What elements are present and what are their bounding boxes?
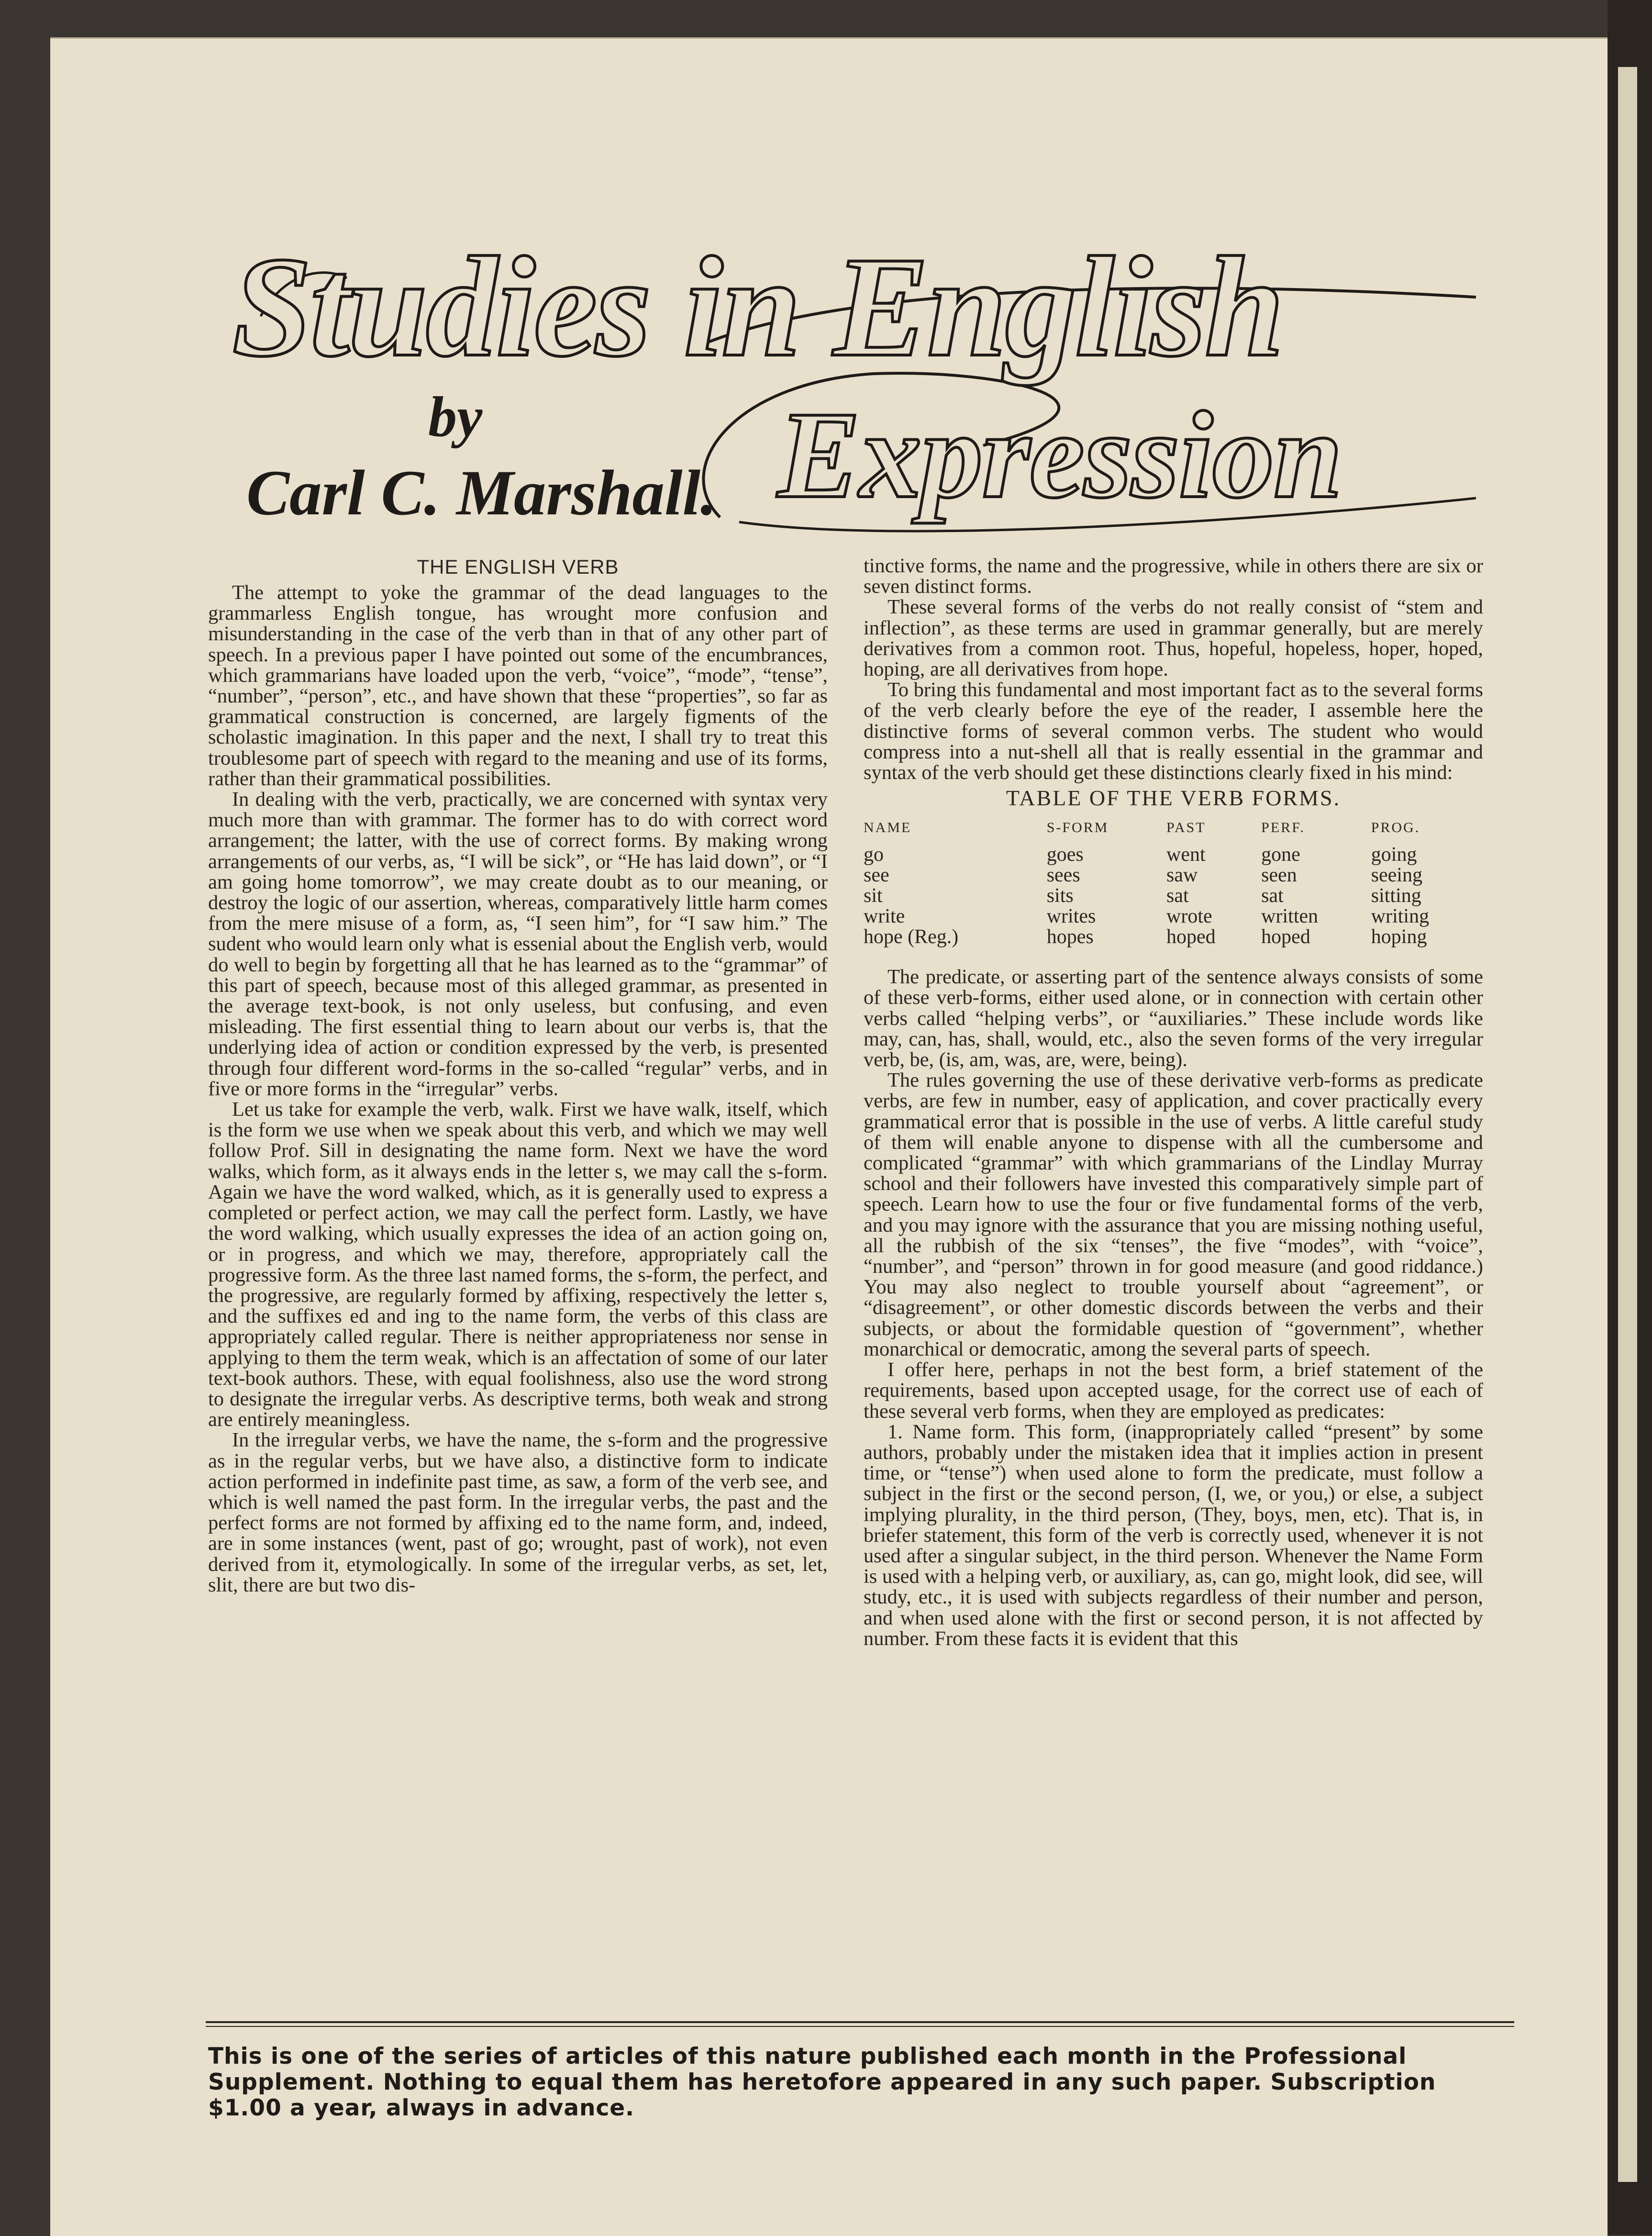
table-row xyxy=(864,845,1483,865)
footer-rule-thick xyxy=(206,2021,1514,2023)
table-cell: written xyxy=(1261,905,1319,928)
verb-forms-table-block xyxy=(864,786,1483,947)
table-cell: hoping xyxy=(1371,926,1427,948)
table-cell: sat xyxy=(1166,885,1189,907)
paragraph: The predicate, or asserting part of the sentence always consists of some of these verb-forms, either used alone, or in connection with certain other verbs called “helping verbs”, or “auxiliaries.” These include words like may, can, has, shall, would, etc., also the seven forms of the very irregular verb, be, (is, am, was, are, were, being). xyxy=(864,966,1483,1071)
paragraph: The attempt to yoke the grammar of the dead languages to the grammarless English tongue, has wrought more confusion and misunderstanding in the case of the verb than in that of any other part of speech. In a previous paper I have pointed out some of the encumbrances, which grammarians have loaded upon the verb, “voice”, “mode”, “tense”, “number”, “person”, etc., and have shown that these “properties”, so far as grammatical construction is concerned, are largely figments of the scholastic imagination. In this paper and the next, I shall try to treat this troublesome part of speech with regard to the meaning and use of its forms, rather than their grammatical possibilities. xyxy=(208,581,828,790)
table-row xyxy=(864,886,1483,906)
table-cell: writing xyxy=(1371,905,1430,928)
magazine-page xyxy=(50,37,1608,2236)
table-cell: sat xyxy=(1261,885,1284,907)
right-column xyxy=(864,556,1483,1649)
footer-line: Supplement. Nothing to equal them has heretofore appeared in any such paper. Subscription xyxy=(208,2069,1436,2095)
column-header: S-FORM xyxy=(1046,820,1109,836)
column-header: PERF. xyxy=(1261,820,1305,836)
paragraph: Let us take for example the verb, walk. First we have walk, itself, which is the form we use when we speak about this verb, and which we may well follow Prof. Sill in designating the name form. Next we have the word walks, which form, as it always ends in the letter s, we may call the s-form. Again we have the word walked, which, as it is generally used to express a completed or perfect action, we may call the perfect form. Lastly, we have the word walking, which usually expresses the idea of an action going on, or in progress, and which we may, therefore, appropriately call the progressive form. As the three last named forms, the s-form, the perfect, and the progressive, are regularly formed by affixing, respectively the letter s, and the suffixes ed and ing to the name form, the verbs of this class are appropriately called regular. There is neither appropriateness nor sense in applying to them the term weak, which is an affectation of some of our later text-book authors. These, with equal foolishness, also use the word strong to designate the irregular verbs. As descriptive terms, both weak and strong are entirely meaningless. xyxy=(208,1098,828,1431)
column-header: PAST xyxy=(1166,820,1206,836)
column-header: NAME xyxy=(864,820,912,836)
table-row xyxy=(864,865,1483,886)
adjacent-page-sliver xyxy=(1618,67,1637,2182)
table-cell: hoped xyxy=(1166,926,1216,948)
table-cell: see xyxy=(864,864,889,887)
byline-by: by xyxy=(428,385,483,448)
author-name: Carl C. Marshall. xyxy=(246,457,717,529)
masthead-title-line1: Studies in English xyxy=(232,227,1283,386)
paragraph: I offer here, perhaps in not the best form, a brief statement of the requirements, based upon accepted usage, for the correct use of each of these several verb forms, when they are employed as predicates: xyxy=(864,1358,1483,1423)
paragraph: To bring this fundamental and most important fact as to the several forms of the verb clearly before the eye of the reader, I assemble here the distinctive forms of several common verbs. The student who would compress into a nut-shell all that is really essential in the grammar and syntax of the verb should get these distinctions clearly fixed in his mind: xyxy=(864,679,1483,784)
table-cell: sitting xyxy=(1371,885,1421,907)
table-row xyxy=(864,927,1483,947)
table-cell: saw xyxy=(1166,864,1198,887)
table-cell: gone xyxy=(1261,844,1300,866)
section-heading: THE ENGLISH VERB xyxy=(417,556,619,578)
subscription-notice xyxy=(208,2044,1517,2121)
paragraph: The rules governing the use of these derivative verb-forms as predicate verbs, are few in number, easy of application, and cover practically every grammatical error that is possible in the use of verbs. A little careful study of them will enable anyone to dispense with all the cumbersome and complicated “grammar” with which grammarians of the Lindlay Murray school and their followers have invested this comparatively simple part of speech. Learn how to use the four or five fundamental forms of the verb, and you may ignore with the assurance that you are missing nothing useful, all the rubbish of the six “tenses”, the five “modes”, with “voice”, “number”, and “person” thrown in for good measure (and good riddance.) You may also neglect to trouble yourself about “agreement”, or “disagreement”, or other domestic discords between the verbs and their subjects, or about the formidable question of “government”, whether monarchical or democratic, among the several parts of speech. xyxy=(864,1069,1483,1360)
table-cell: hoped xyxy=(1261,926,1310,948)
table-row xyxy=(864,906,1483,927)
verb-forms-table xyxy=(864,817,1483,947)
paragraph: These several forms of the verbs do not really consist of “stem and inflection”, as these terms are used in grammar generally, but are merely derivatives from a common root. Thus, hopeful, hopeless, hoper, hoped, hoping, are all derivatives from hope. xyxy=(864,596,1483,681)
table-cell: went xyxy=(1166,844,1206,866)
table-cell: sit xyxy=(864,885,883,907)
masthead-title-line2: Expression xyxy=(777,386,1342,524)
paragraph: In the irregular verbs, we have the name, the s-form and the progressive as in the regular verbs, but we have also, a distinctive form to indicate action performed in indefinite past time, as saw, a form of the verb see, and which is well named the past form. In the irregular verbs, the past and the perfect forms are not formed by affixing ed to the name form, and, indeed, are in some instances (went, past of go; wrought, past of work), not even derived from it, etymologically. In some of the irregular verbs, as set, let, slit, there are but two dis- xyxy=(208,1429,828,1596)
table-cell: go xyxy=(864,844,884,866)
table-cell: seeing xyxy=(1371,864,1423,887)
masthead xyxy=(50,39,1608,556)
table-cell: hopes xyxy=(1046,926,1094,948)
table-cell: wrote xyxy=(1166,905,1212,928)
paragraph: In dealing with the verb, practically, we are concerned with syntax very much more than with grammar. The former has to do with correct word arrangement; the latter, with the use of correct forms. By making wrong arrangements of our verbs, as, “I will be sick”, or “He has laid down”, or “I am going home tomorrow”, we may create doubt as to our meaning, or destroy the logic of our assertion, whereas, comparatively little harm comes from the mere misuse of a form, as, “I seen him”, for “I saw him.” The sudent who would learn only what is essenial about the English verb, would do well to begin by forgetting all that he has learned as to the “grammar” of this part of speech, because most of this alleged grammar, as presented in the average text-book, is not only useless, but confusing, and even misleading. The first essential thing to learn about our verbs is, that the underlying idea of action or condition expressed by the verb, is presented through four different word-forms in the so-called “regular” verbs, and in five or more forms in the “irregular” verbs. xyxy=(208,788,828,1100)
table-cell: write xyxy=(864,905,905,928)
paragraph: tinctive forms, the name and the progressive, while in others there are six or seven distinct forms. xyxy=(864,555,1483,598)
table-cell: goes xyxy=(1046,844,1084,866)
table-title: TABLE OF THE VERB FORMS. xyxy=(1006,786,1341,811)
footer-line: $1.00 a year, always in advance. xyxy=(208,2095,635,2121)
table-cell: hope (Reg.) xyxy=(864,926,959,948)
table-cell: sits xyxy=(1046,885,1074,907)
column-header: PROG. xyxy=(1371,820,1420,836)
table-cell: sees xyxy=(1046,864,1080,887)
footer-line: This is one of the series of articles of this nature published each month in the Professional xyxy=(208,2043,1407,2069)
paragraph: 1. Name form. This form, (inappropriately called “present” by some authors, probably under the mistaken idea that it implies action in present time, or “tense”) when used alone to form the predicate, must follow a subject in the first or the second person, (I, we, or you,) or else, a subject implying plurality, in the third person, (They, boys, men, etc). That is, in briefer statement, this form of the verb is correctly used, whenever it is not used after a singular subject, in the third person. Whenever the Name Form is used with a helping verb, or auxiliary, as, can go, might look, did see, will study, etc., it is used with subjects regardless of their number and person, and when used alone with the first or second person, it is not affected by number. From these facts it is evident that this xyxy=(864,1420,1483,1650)
table-header-row xyxy=(864,817,1483,845)
adjacent-page-edge xyxy=(1608,0,1652,2235)
left-column xyxy=(208,556,828,1595)
table-cell: writes xyxy=(1046,905,1096,928)
table-cell: going xyxy=(1371,844,1417,866)
footer-rule-thin xyxy=(206,2026,1514,2027)
table-cell: seen xyxy=(1261,864,1297,887)
